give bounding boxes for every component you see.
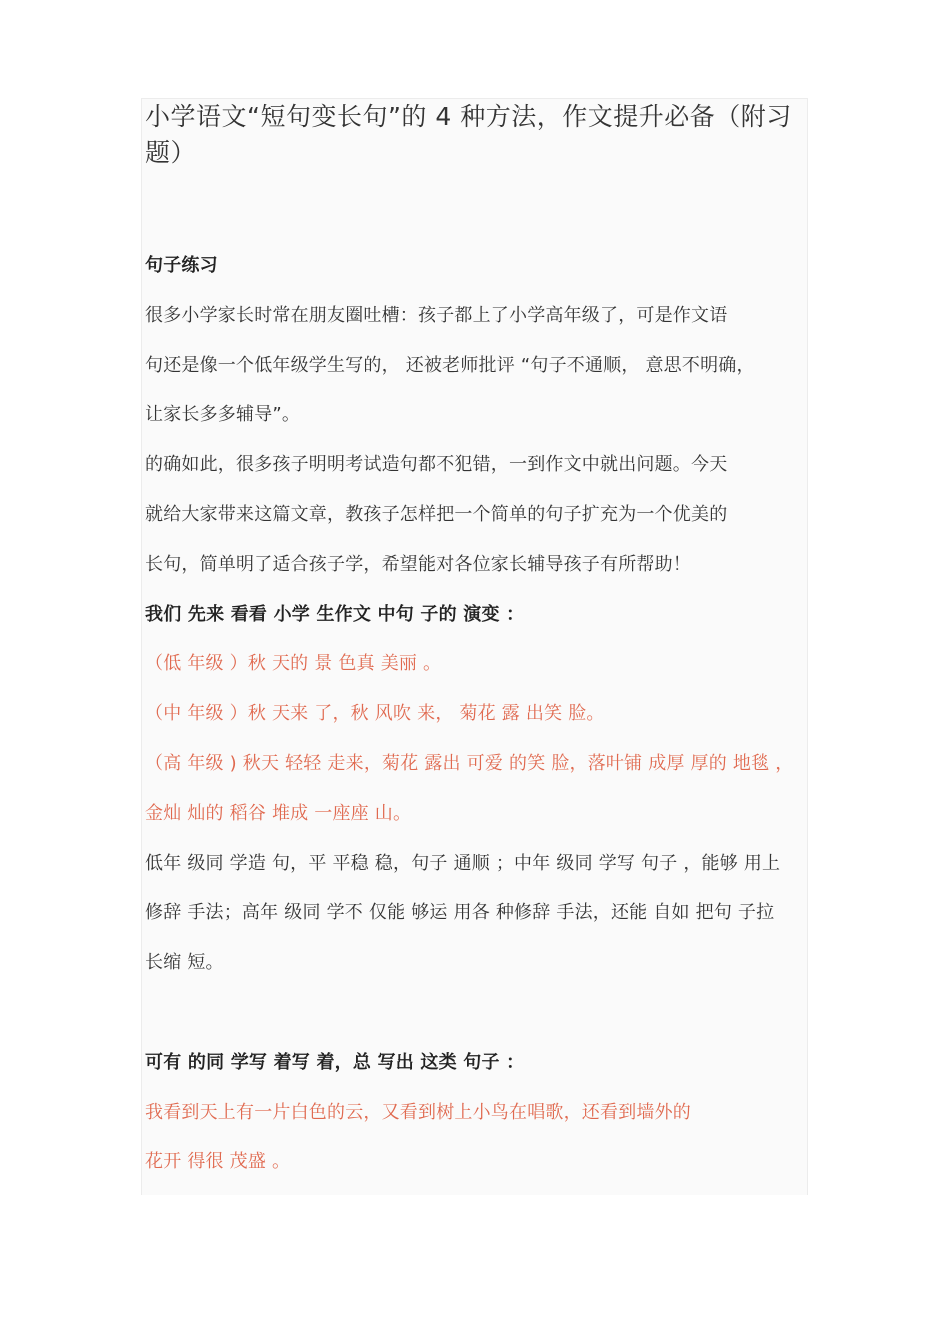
section-heading: 我们 先来 看看 小学 生作文 中句 子的 演变 ： (145, 603, 525, 625)
example-sentence: 花开 得很 茂盛 。 (145, 1151, 291, 1173)
example-sentence: （高 年级 ) 秋天 轻轻 走来，菊花 露出 可爱 的笑 脸，落叶铺 成厚 厚的 地毯 ， (145, 752, 794, 774)
spacer (145, 171, 803, 241)
example-sentence: （低 年级 ）秋 天的 景 色真 美丽 。 (145, 653, 442, 675)
section-heading: 可有 的同 学写 着写 着，总 写出 这类 句子 ： (145, 1051, 525, 1073)
example-sentence: 金灿 灿的 稻谷 堆成 一座座 山。 (145, 802, 412, 824)
spacer (145, 988, 803, 1038)
article-page (141, 98, 808, 1195)
article-title: 小学语文“短句变长句”的 4 种方法，作文提升必备（附习题） (145, 102, 792, 167)
intro-line: 让家长多多辅导”。 (145, 404, 301, 426)
summary-line: 长缩 短。 (145, 952, 224, 974)
summary-line: 修辞 手法；高年 级同 学不 仅能 够运 用各 种修辞 手法，还能 自如 把句 子拉 (145, 902, 775, 924)
intro-line: 的确如此，很多孩子明明考试造句都不犯错，一到作文中就出问题。今天 (145, 454, 728, 476)
summary-line: 低年 级同 学造 句，平 平稳 稳，句子 通顺 ；中年 级同 学写 句子 ，能够 用上 (145, 852, 781, 874)
intro-line: 句还是像一个低年级学生写的， 还被老师批评 “句子不通顺， 意思不明确， (145, 354, 755, 376)
intro-line: 很多小学家长时常在朋友圈吐槽：孩子都上了小学高年级了，可是作文语 (145, 304, 728, 326)
intro-line: 就给大家带来这篇文章，教孩子怎样把一个简单的句子扩充为一个优美的 (145, 503, 728, 525)
intro-line: 长句，简单明了适合孩子学，希望能对各位家长辅导孩子有所帮助！ (145, 553, 691, 575)
example-sentence: 我看到天上有一片白色的云，又看到树上小鸟在唱歌，还看到墙外的 (145, 1101, 691, 1123)
example-sentence: （中 年级 ）秋 天来 了，秋 风吹 来， 菊花 露 出笑 脸。 (145, 703, 605, 725)
section-heading: 句子练习 (145, 255, 218, 276)
